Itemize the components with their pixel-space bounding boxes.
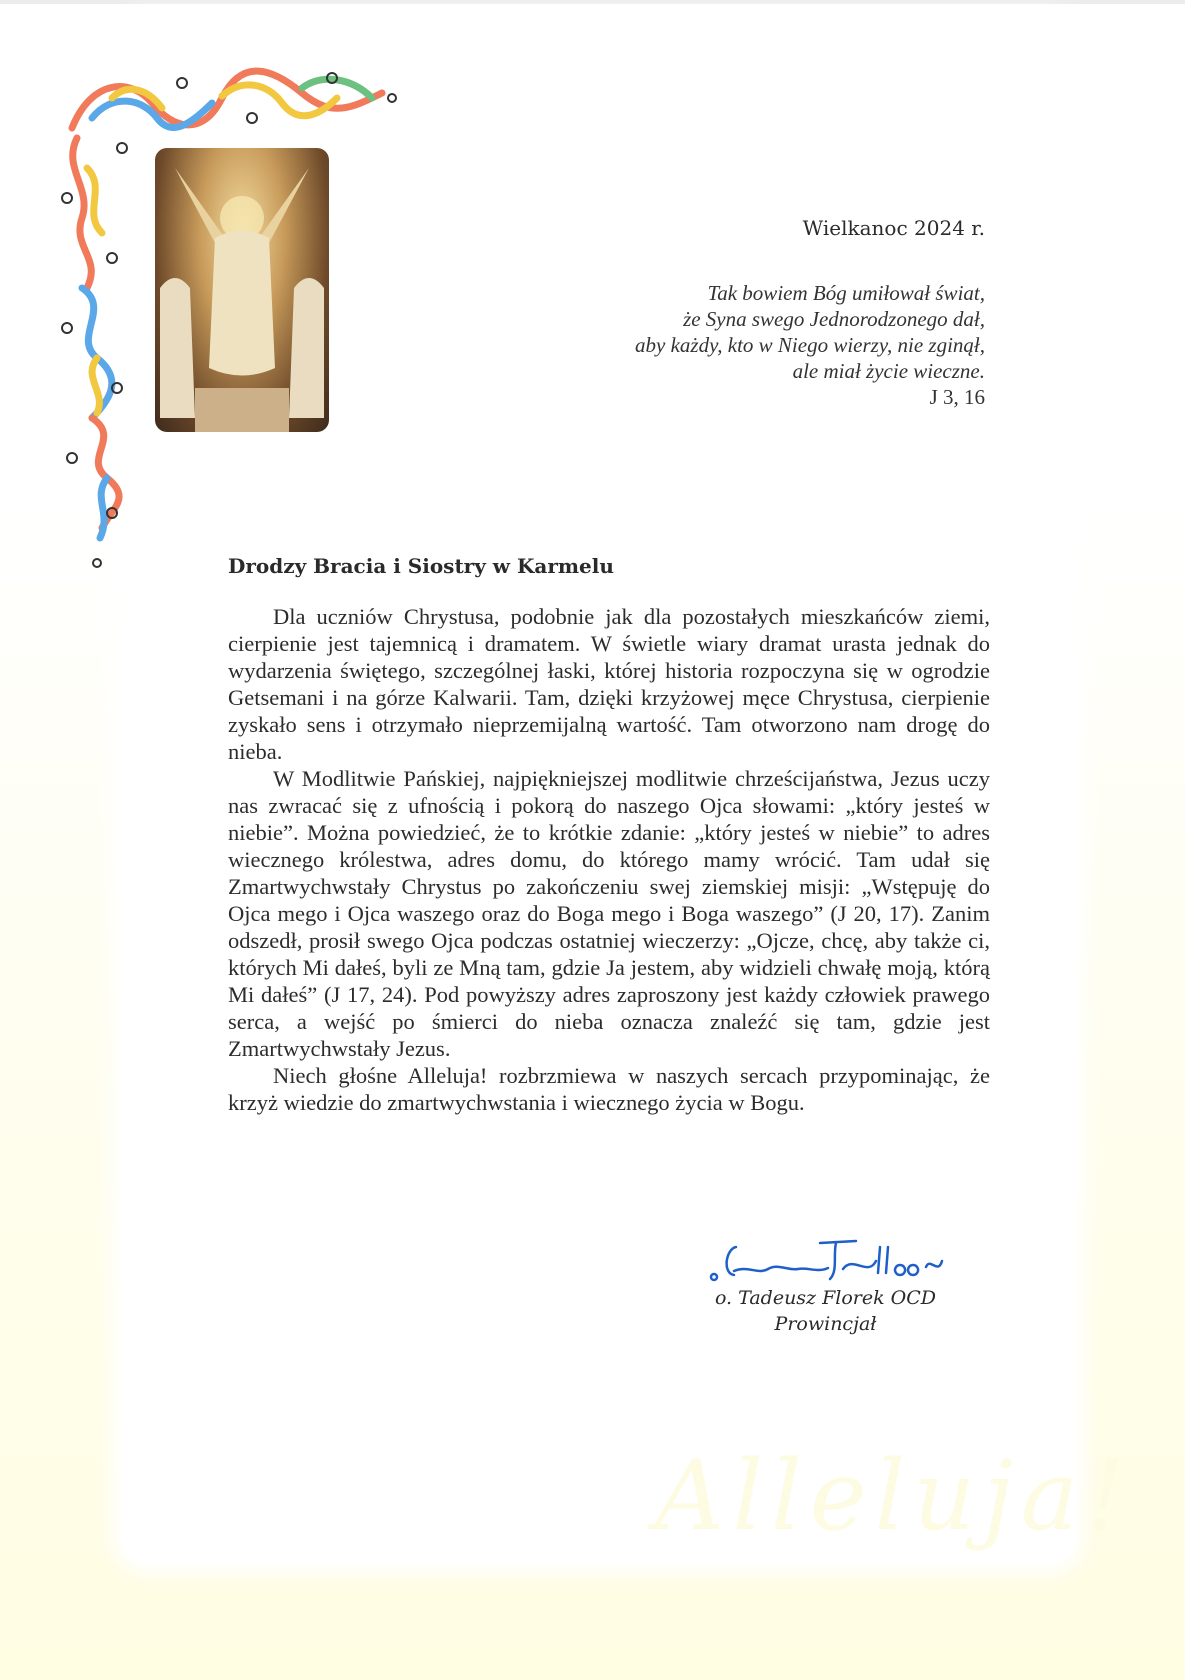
verse-line: że Syna swego Jednorodzonego dał, [683,307,985,331]
signer-title: Prowincjał [774,1313,877,1335]
letter-greeting: Drodzy Bracia i Siostry w Karmelu [228,554,614,578]
signer-block [708,1285,943,1337]
scan-top-edge [0,0,1185,4]
resurrection-image [155,148,329,432]
verse-line: ale miał życie wieczne. [792,359,985,383]
alleluja-watermark: Alleluja! [655,1440,1133,1552]
letter-paragraph: W Modlitwie Pańskiej, najpiękniejszej modlitwie chrześcijaństwa, Jezus uczy nas zwracać się z ufnością i pokorą do naszego Ojca słowami: „który jesteś w niebie”. Można powiedzieć, że to krótkie zdanie: „który jesteś w niebie” to adres wiecznego królestwa, adres domu, do którego mamy wrócić. Tam udał się Zmartwychwstały Chrystus po zakończeniu swej ziemskiej misji: „Wstępuję do Ojca mego i Ojca waszego oraz do Boga mego i Boga waszego” (J 20, 17). Zanim odszedł, prosił swego Ojca podczas ostatniej wieczerzy: „Ojcze, chcę, aby także ci, których Mi dałeś, byli ze Mną tam, gdzie Ja jestem, aby widzieli chwałę moją, którą Mi dałeś” (J 17, 24). Pod powyższy adres zaproszony jest każdy człowiek prawego serca, a wejść po śmierci do nieba oznacza znaleźć się tam, gdzie jest Zmartwychwstały Jezus. [228,766,990,1061]
signer-name: o. Tadeusz Florek OCD [714,1287,937,1309]
handwritten-signature [708,1235,948,1285]
letter-body [228,603,990,1116]
letter-paragraph: Dla uczniów Chrystusa, podobnie jak dla pozostałych mieszkańców ziemi, cierpienie jest tajemnicą i dramatem. W świetle wiary dramat urasta jednak do wydarzenia świętego, szczególnej łaski, której historia rozpoczyna się w ogrodzie Getsemani i na górze Kalwarii. Tam, dzięki krzyżowej męce Chrystusa, cierpienie zyskało sens i otrzymało nieprzemijalną wartość. Tam otworzono nam drogę do nieba. [228,604,990,764]
verse-line: Tak bowiem Bóg umiłował świat, [707,281,985,305]
letter-paragraph: Niech głośne Alleluja! rozbrzmiewa w naszych sercach przypominając, że krzyż wiedzie do zmartwychwstania i wiecznego życia w Bogu. [228,1063,990,1115]
verse-line: aby każdy, kto w Niego wierzy, nie zginął, [635,333,985,357]
letter-date: Wielkanoc 2024 r. [802,216,985,240]
verse-reference: J 3, 16 [929,385,985,409]
bible-verse [635,280,985,410]
